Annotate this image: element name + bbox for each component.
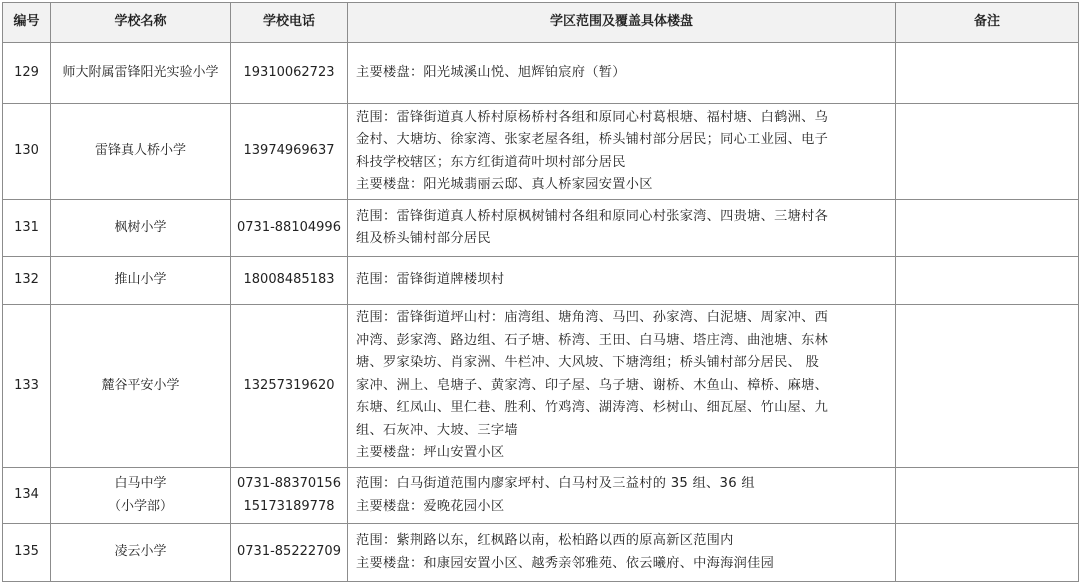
row-note [896,524,1079,582]
table-row [3,104,1079,200]
scope-line: 科技学校辖区；东方红街道荷叶坝村部分居民 [356,154,626,170]
school-name: 麓谷平安小学 [51,305,231,468]
header-district-scope: 学区范围及覆盖具体楼盘 [348,3,896,43]
row-note [896,305,1079,468]
row-no: 131 [3,200,51,257]
row-note [896,468,1079,524]
scope-line: 主要楼盘：坪山安置小区 [356,445,505,461]
school-name: 推山小学 [51,257,231,305]
scope-line: 东塘、红凤山、里仁巷、胜利、竹鸡湾、湖涛湾、杉树山、细瓦屋、竹山屋、九 [356,400,829,416]
school-phone: 13257319620 [231,305,348,468]
row-no: 134 [3,468,51,524]
district-scope [348,43,896,104]
district-scope [348,468,896,524]
school-name: 枫树小学 [51,200,231,257]
scope-line: 主要楼盘：爱晚花园小区 [356,498,505,514]
scope-line: 塘、罗家染坊、肖家洲、牛栏冲、大风坡、下塘湾组；桥头铺村部分居民、 股 [356,355,820,371]
school-phone: 18008485183 [231,257,348,305]
header-note: 备注 [896,3,1079,43]
district-scope [348,305,896,468]
scope-line: 冲湾、彭家湾、路边组、石子塘、桥湾、王田、白马塘、塔庄湾、曲池塘、东林 [356,332,829,348]
school-phone: 13974969637 [231,104,348,200]
header-row [3,3,1079,43]
school-phone: 0731-88370156 15173189778 [231,468,348,524]
scope-line: 主要楼盘：和康园安置小区、越秀亲邻雅苑、依云曦府、中海海润佳园 [356,555,775,571]
scope-line: 金村、大塘坊、徐家湾、张家老屋各组，桥头铺村部分居民；同心工业园、电子 [356,132,829,147]
district-scope [348,524,896,582]
scope-line: 范围：白马街道范围内廖家坪村、白马村及三益村的 35 组、36 组 [356,476,755,491]
scope-line: 组及桥头铺村部分居民 [356,231,491,246]
school-name: 雷锋真人桥小学 [51,104,231,200]
row-no: 135 [3,524,51,582]
row-note [896,104,1079,200]
table-row [3,524,1079,582]
table-row [3,305,1079,468]
table-row [3,43,1079,104]
row-no: 129 [3,43,51,104]
scope-line: 主要楼盘：阳光城翡丽云邸、真人桥家园安置小区 [356,177,653,192]
row-no: 132 [3,257,51,305]
header-school-phone: 学校电话 [231,3,348,43]
school-name: 师大附属雷锋阳光实验小学 [51,43,231,104]
school-phone: 0731-88104996 [231,200,348,257]
table-row [3,468,1079,524]
scope-line: 范围：雷锋街道牌楼坝村 [356,272,505,288]
school-district-table [2,2,1079,582]
table-row [3,257,1079,305]
school-phone: 19310062723 [231,43,348,104]
district-scope [348,104,896,200]
scope-line: 范围：雷锋街道坪山村：庙湾组、塘角湾、马凹、孙家湾、白泥塘、周家冲、西 [356,310,829,326]
scope-line: 范围：雷锋街道真人桥村原杨桥村各组和原同心村葛根塘、福村塘、白鹤洲、乌 [356,109,829,125]
district-scope [348,200,896,257]
school-name: 凌云小学 [51,524,231,582]
district-scope [348,257,896,305]
row-no: 130 [3,104,51,200]
header-school-name: 学校名称 [51,3,231,43]
school-phone: 0731-85222709 [231,524,348,582]
row-no: 133 [3,305,51,468]
school-name: 白马中学 （小学部） [51,468,231,524]
row-note [896,43,1079,104]
scope-line: 范围：雷锋街道真人桥村原枫树铺村各组和原同心村张家湾、四贵塘、三塘村各 [356,208,829,224]
row-note [896,257,1079,305]
scope-line: 主要楼盘：阳光城溪山悦、旭辉铂宸府（暂） [356,64,626,80]
row-note [896,200,1079,257]
header-no: 编号 [3,3,51,43]
scope-line: 范围：紫荆路以东，红枫路以南，松柏路以西的原高新区范围内 [356,533,734,548]
scope-line: 组、石灰冲、大坡、三字墙 [356,422,518,438]
scope-line: 家冲、洲上、皂塘子、黄家湾、印子屋、乌子塘、谢桥、木鱼山、樟桥、麻塘、 [356,377,829,393]
table-row [3,200,1079,257]
